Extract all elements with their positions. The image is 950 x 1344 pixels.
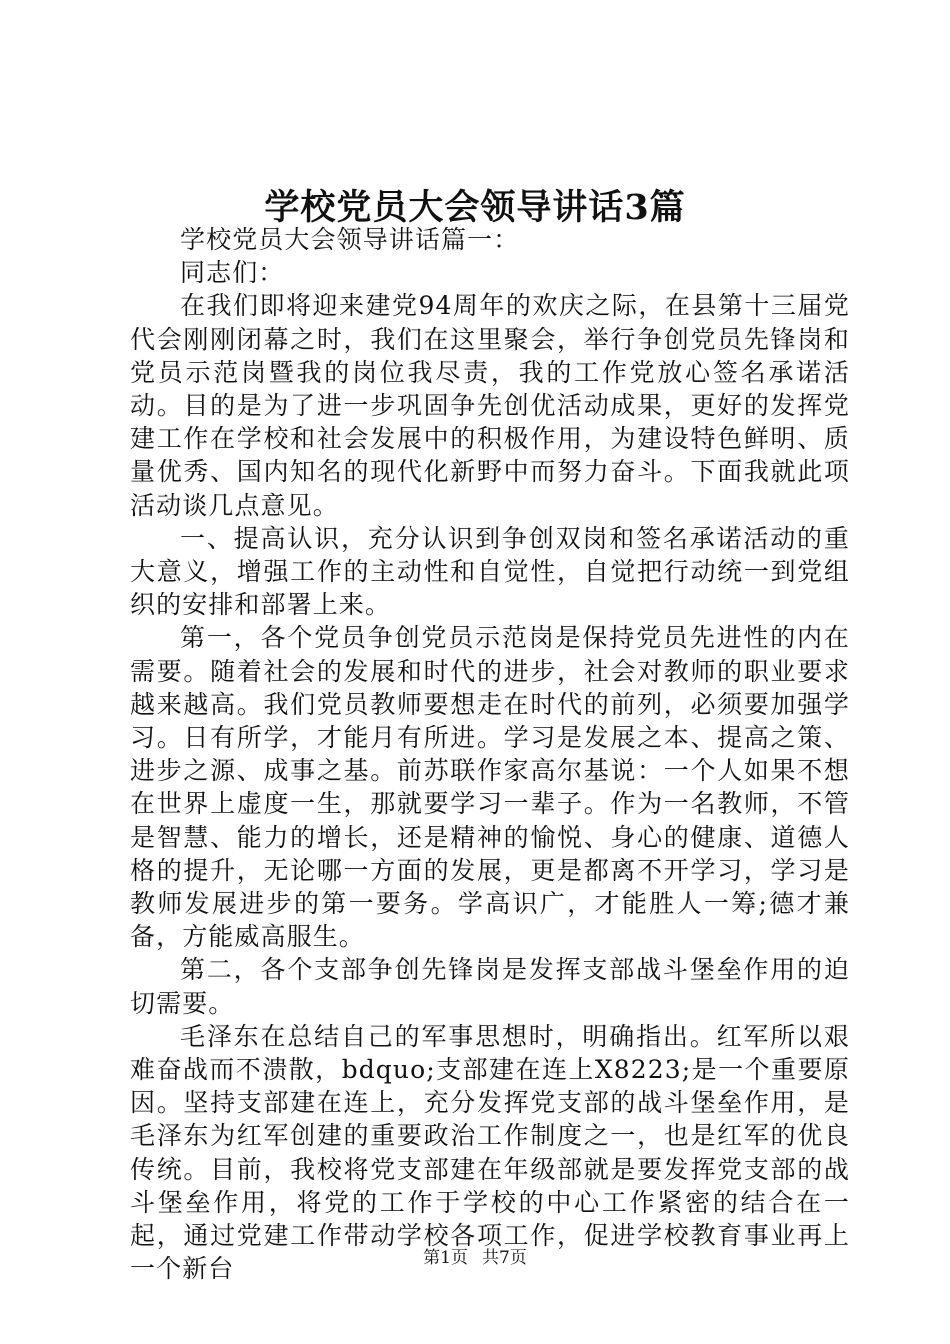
- document-body: [130, 223, 850, 1286]
- paragraph-first-item: 第一，各个党员争创党员示范岗是保持党员先进性的内在需要。随着社会的发展和时代的进步，社会对教师的职业要求越来越高。我们党员教师要想走在时代的前列，必须要加强学习。日有所学，才能月有所进。学习是发展之本、提高之策、进步之源、成事之基。前苏联作家高尔基说：一个人如果不想在世界上虚度一生，那就要学习一辈子。作为一名教师，不管是智慧、能力的增长，还是精神的愉悦、身心的健康、道德人格的提升，无论哪一方面的发展，更是都离不开学习，学习是教师发展进步的第一要务。学高识广，才能胜人一筹;德才兼备，方能威高服生。: [130, 623, 850, 952]
- page-number: 第1页: [423, 1248, 468, 1268]
- page-total: 共7页: [482, 1248, 527, 1268]
- paragraph-section-heading: 学校党员大会领导讲话篇一：: [180, 225, 520, 254]
- paragraph-introduction: 在我们即将迎来建党94周年的欢庆之际，在县第十三届党代会刚刚闭幕之时，我们在这里聚会，举行争创党员先锋岗和党员示范岗暨我的岗位我尽责，我的工作党放心签名承诺活动。目的是为了进一步巩固争先创优活动成果，更好的发挥党建工作在学校和社会发展中的积极作用，为建设特色鲜明、质量优秀、国内知名的现代化新野中而努力奋斗。下面我就此项活动谈几点意见。: [130, 291, 850, 520]
- paragraph-mao-quote: 毛泽东在总结自己的军事思想时，明确指出。红军所以艰难奋战而不溃散，bdquo;支部建在连上X8223;是一个重要原因。坚持支部建在连上，充分发挥党支部的战斗堡垒作用，是毛泽东为红军创建的重要政治工作制度之一，也是红军的优良传统。目前，我校将党支部建在年级部就是要发挥党支部的战斗堡垒作用，将党的工作于学校的中心工作紧密的结合在一起，通过党建工作带动学校各项工作，促进学校教育事业再上一个新台: [130, 1021, 850, 1284]
- paragraph-point-one: 一、提高认识，充分认识到争创双岗和签名承诺活动的重大意义，增强工作的主动性和自觉性，自觉把行动统一到党组织的安排和部署上来。: [130, 523, 850, 620]
- paragraph-second-item: 第二，各个支部争创先锋岗是发挥支部战斗堡垒作用的迫切需要。: [130, 955, 850, 1018]
- page-footer: [0, 1246, 950, 1270]
- document-title: 学校党员大会领导讲话3篇: [264, 187, 686, 228]
- paragraph-salutation: 同志们：: [180, 258, 285, 288]
